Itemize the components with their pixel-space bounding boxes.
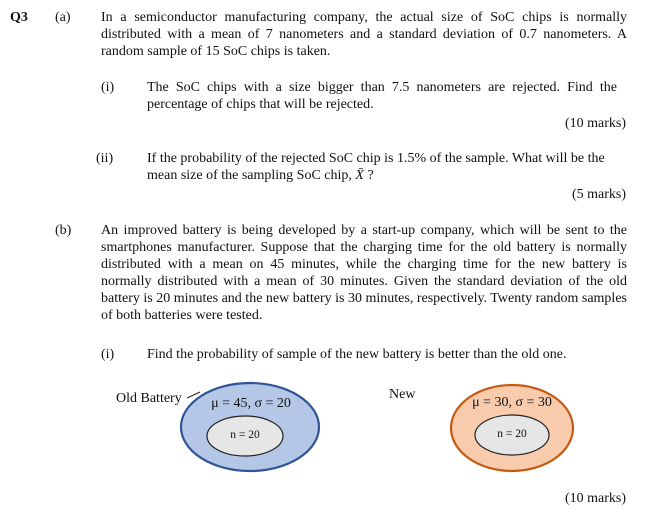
- part-a-ii-label: (ii): [96, 151, 114, 166]
- old-battery-params: μ = 45, σ = 20: [211, 396, 291, 411]
- part-a-ii-text-after: ?: [363, 168, 374, 183]
- new-battery-n: n = 20: [497, 428, 527, 440]
- part-a-label: (a): [55, 10, 71, 25]
- part-a-text: In a semiconductor manufacturing company, the actual size of SoC chips is normally distributed with a mean of 7 nanometers and a standard deviation of 0.7 nanometers. A random sample of 15 SoC chips is taken.: [101, 10, 627, 59]
- question-number: Q3: [10, 10, 28, 25]
- new-battery-params: μ = 30, σ = 30: [472, 395, 552, 410]
- part-a-ii-text-before: If the probability of the rejected SoC chip is 1.5% of the sample. What will be the mean size of the sampling SoC chip,: [147, 151, 605, 183]
- part-a-ii-marks: (5 marks): [571, 187, 626, 202]
- part-a-i-marks: (10 marks): [564, 116, 626, 131]
- new-battery-label: New: [389, 387, 416, 402]
- x-bar-symbol: X̄: [355, 168, 364, 183]
- part-b-i-label: (i): [101, 347, 115, 362]
- part-b-i-text: Find the probability of sample of the new battery is better than the old one.: [147, 347, 567, 362]
- part-b-i-marks: (10 marks): [564, 491, 626, 506]
- part-a-i-label: (i): [101, 80, 115, 95]
- part-b-text: An improved battery is being developed by a start-up company, which will be sent to the smartphones manufacturer. Suppose that the charging time for the old battery is normally distributed with a mean on 45 minutes, while the charging time for the new battery is normally distributed with a mean of 30 minutes. Given the standard deviation of the old battery is 20 minutes and the new battery is 30 minutes, respectively. Twenty random samples of both batteries were tested.: [101, 223, 627, 323]
- old-battery-label: Old Battery: [116, 391, 182, 406]
- part-b-label: (b): [55, 223, 72, 238]
- part-a-i-text: The SoC chips with a size bigger than 7.5 nanometers are rejected. Find the percentage of chips that will be rejected.: [147, 80, 617, 112]
- old-battery-n: n = 20: [230, 429, 260, 441]
